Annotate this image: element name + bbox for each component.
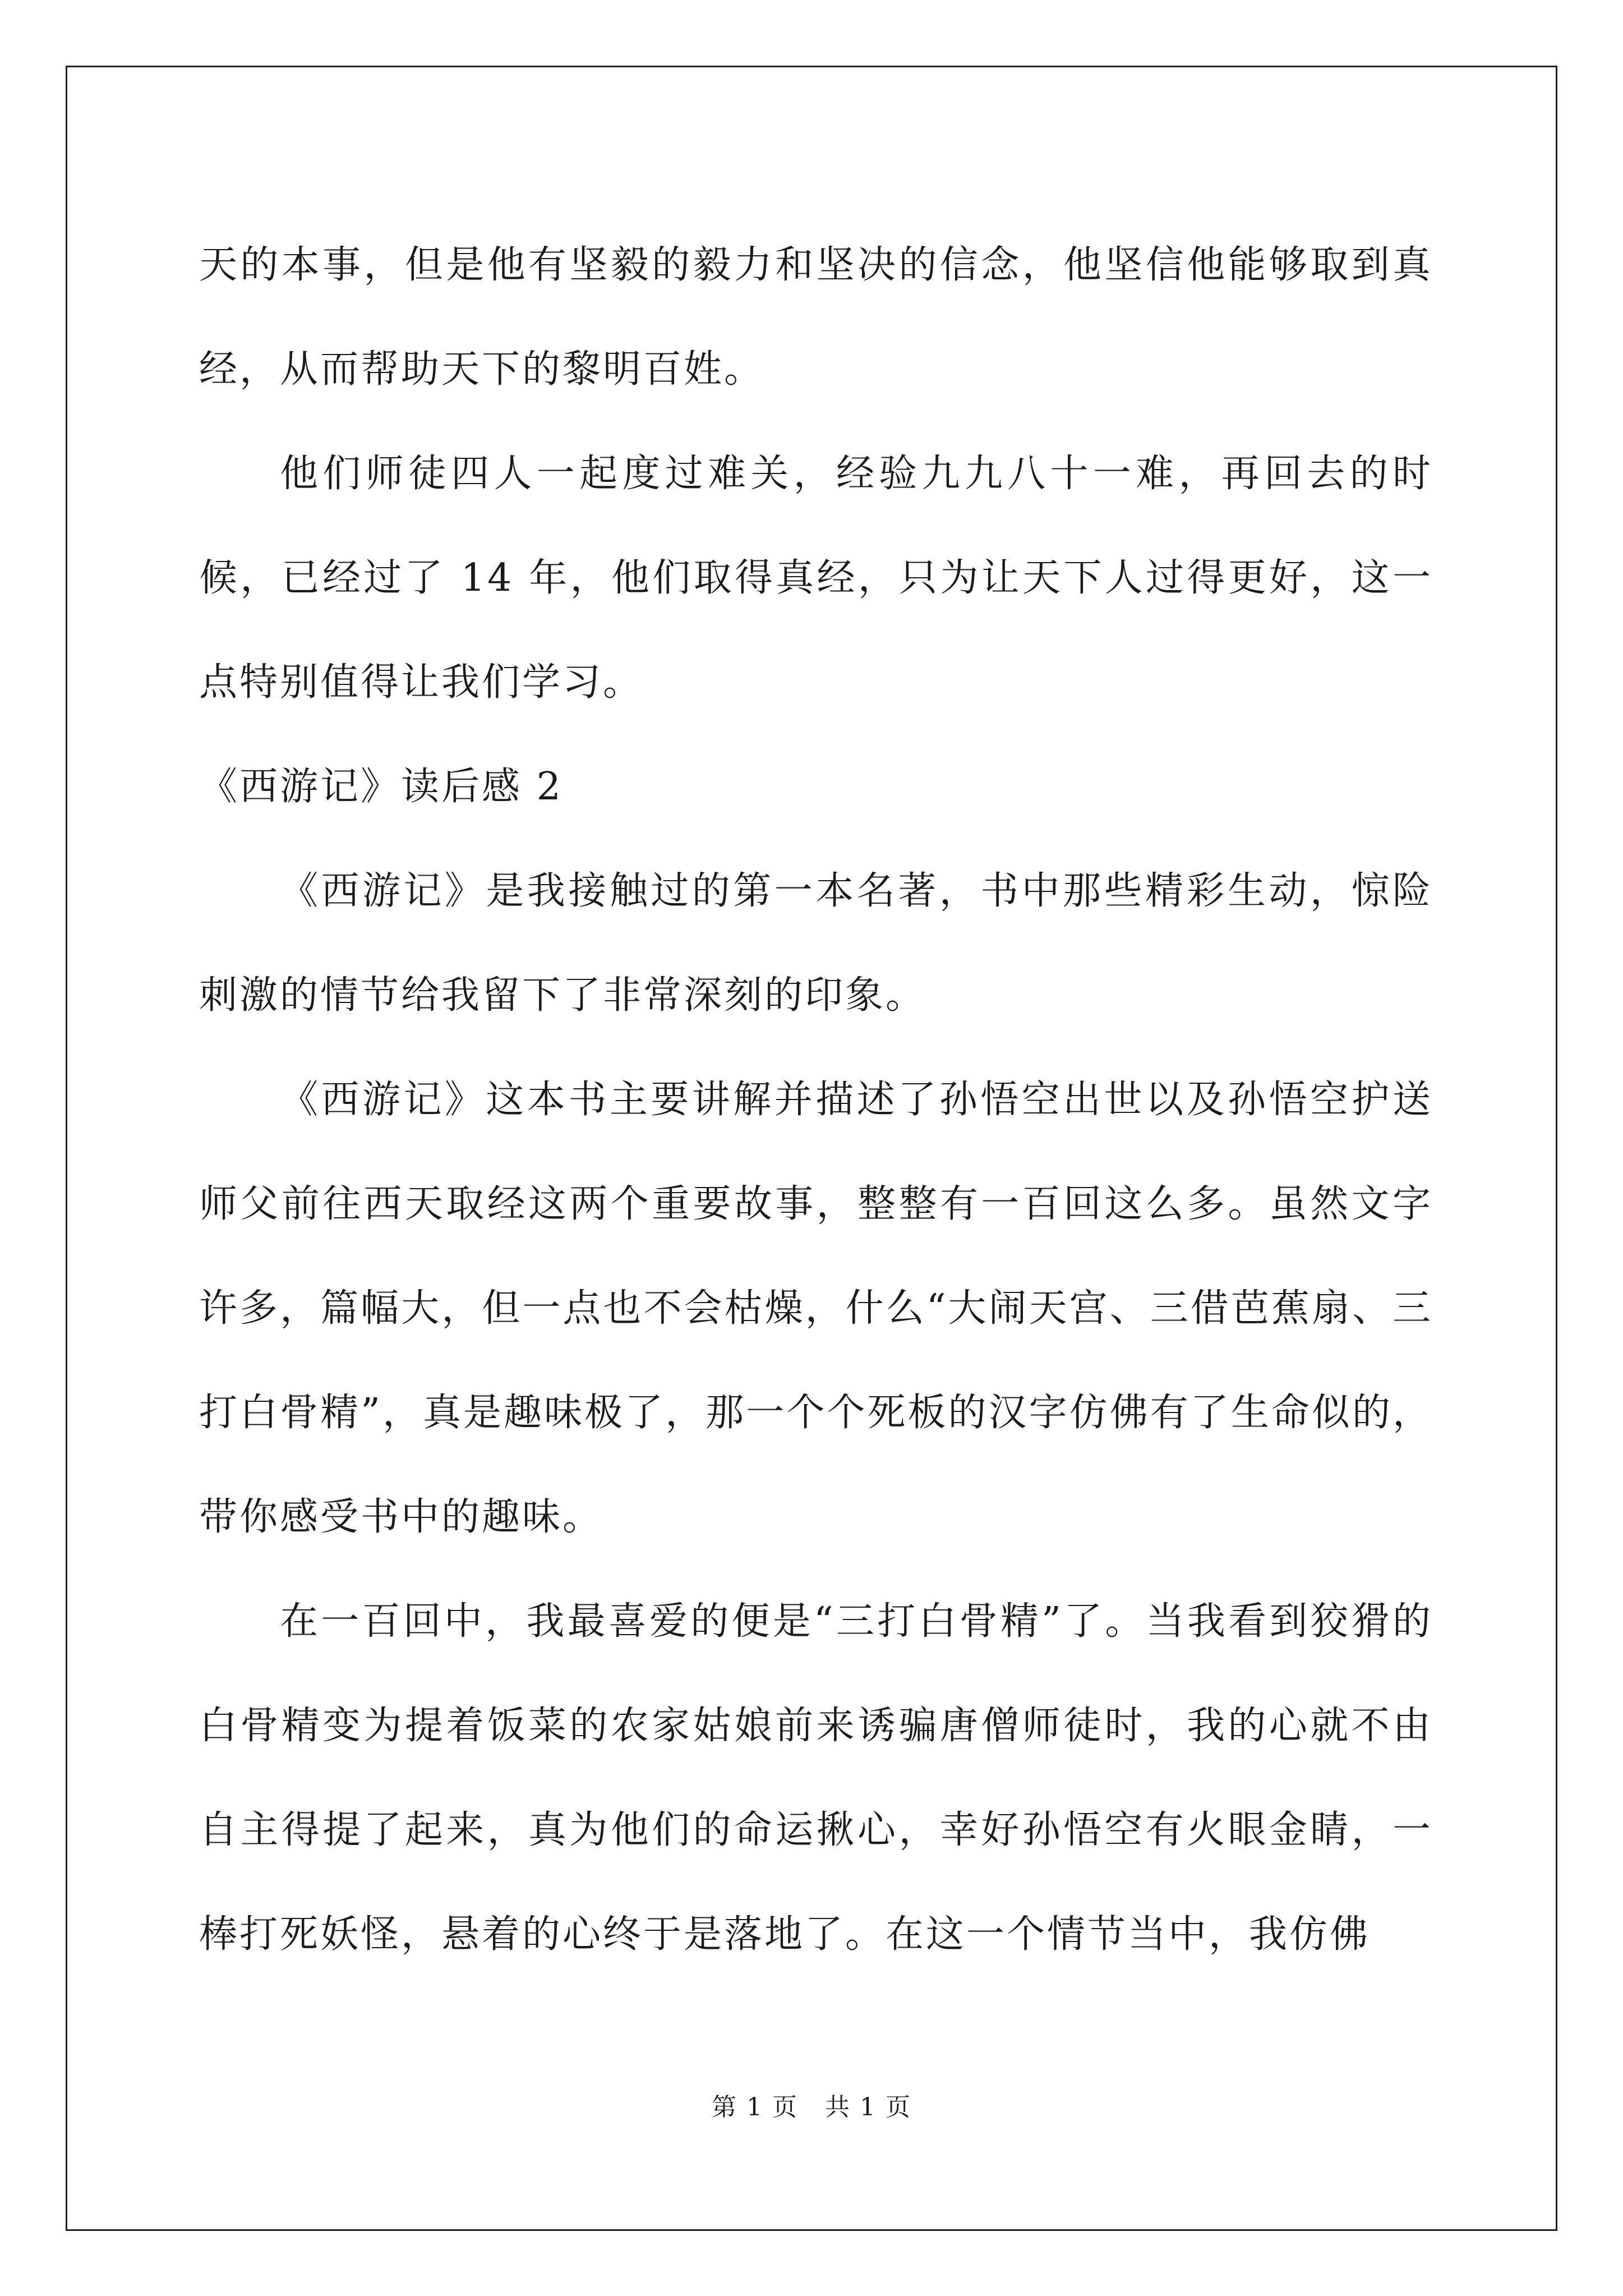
paragraph-continuation: 天的本事，但是他有坚毅的毅力和坚决的信念，他坚信他能够取到真经，从而帮助天下的黎明百姓。 xyxy=(199,243,1433,392)
paragraph-first-classic: 《西游记》是我接触过的第一本名著，书中那些精彩生动，惊险刺激的情节给我留下了非常深刻的印象。 xyxy=(199,869,1433,1018)
page-number: 第 1 页 xyxy=(712,2093,798,2122)
page-footer xyxy=(0,2087,1623,2123)
page-total: 共 1 页 xyxy=(825,2093,911,2122)
paragraph-book-overview: 《西游记》这本书主要讲解并描述了孙悟空出世以及孙悟空护送师父前往西天取经这两个重要故事，整整有一百回这么多。虽然文字许多，篇幅大，但一点也不会枯燥，什么“大闹天宫、三借芭蕉扇、三打白骨精”，真是趣味极了，那一个个死板的汉字仿佛有了生命似的，带你感受书中的趣味。 xyxy=(199,1078,1433,1539)
document-body xyxy=(199,213,1433,1987)
paragraph-favorite-episode: 在一百回中，我最喜爱的便是“三打白骨精”了。当我看到狡猾的白骨精变为提着饭菜的农家姑娘前来诱骗唐僧师徒时，我的心就不由自主得提了起来，真为他们的命运揪心，幸好孙悟空有火眼金睛，一棒打死妖怪，悬着的心终于是落地了。在这一个情节当中，我仿佛 xyxy=(199,1599,1433,1957)
section-heading: 《西游记》读后感 2 xyxy=(199,765,563,809)
paragraph-journey-summary: 他们师徒四人一起度过难关，经验九九八十一难，再回去的时候，已经过了 14 年，他们取得真经，只为让天下人过得更好，这一点特别值得让我们学习。 xyxy=(199,452,1433,705)
